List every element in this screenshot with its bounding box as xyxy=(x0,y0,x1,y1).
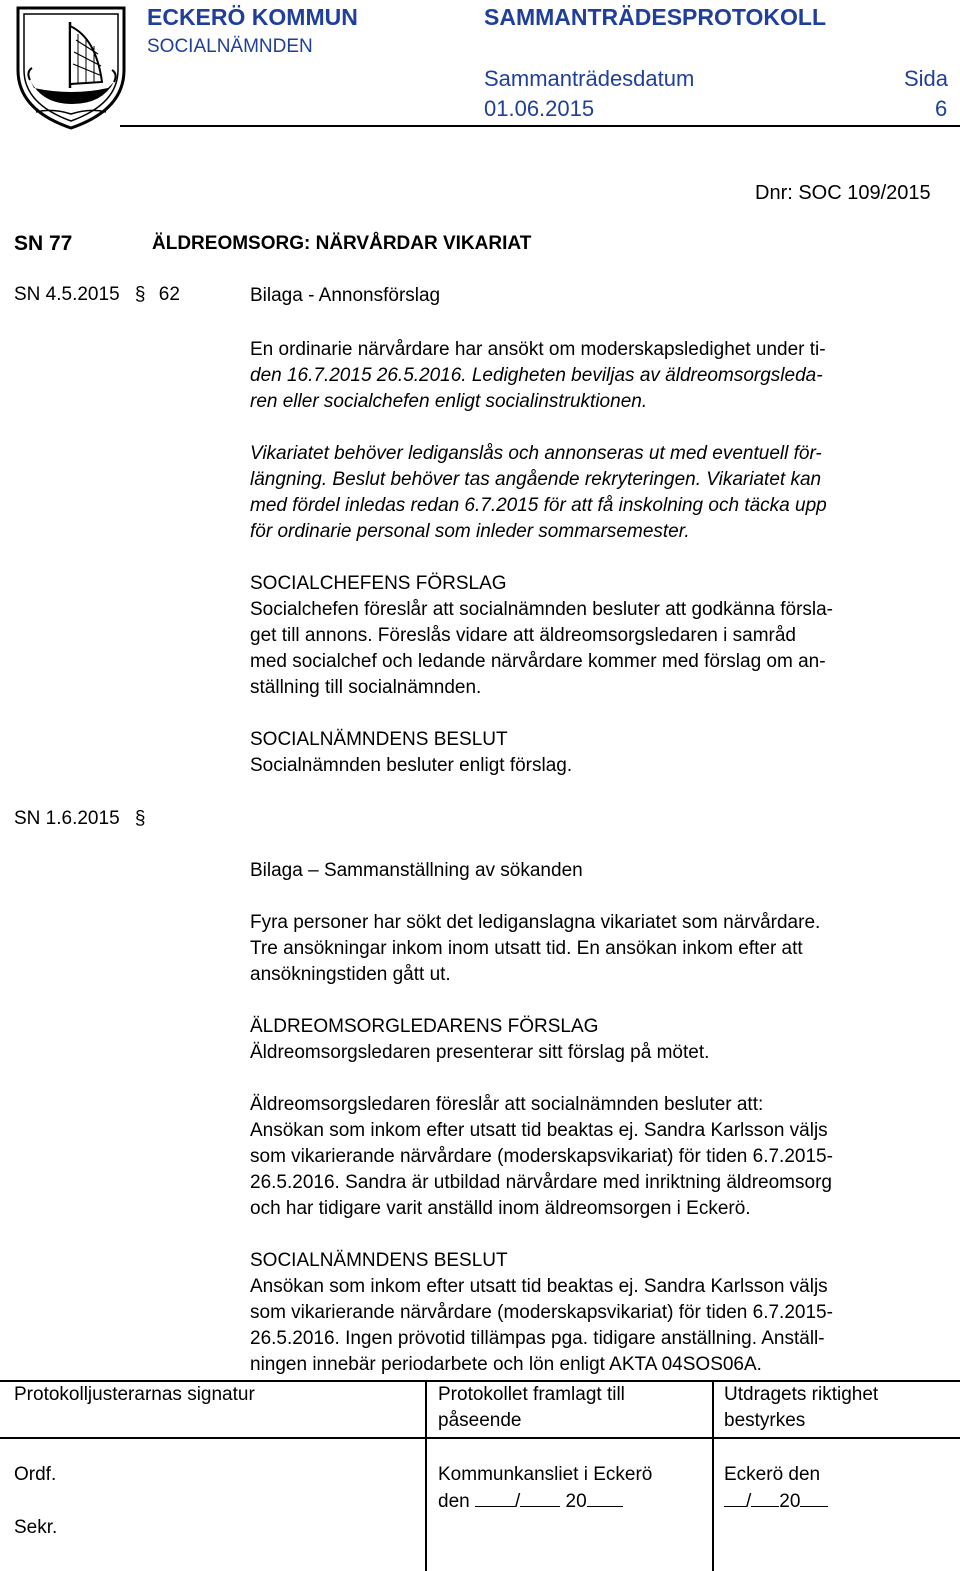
year-prefix: 20 xyxy=(779,1491,801,1512)
section-sign: § xyxy=(134,284,146,305)
elder-care-proposal-line: Äldreomsorgsledaren presenterar sitt förslag på mötet. xyxy=(250,1042,710,1063)
text-line: den 16.7.2015 26.5.2016. Ledigheten beviljas av äldreomsorgsleda- xyxy=(250,365,823,386)
previous-section-date: SN 4.5.2015 xyxy=(14,284,120,305)
footer-divider-left xyxy=(425,1380,427,1571)
year-prefix: 20 xyxy=(565,1491,587,1512)
municipal-crest xyxy=(12,4,130,132)
background-paragraph xyxy=(250,337,950,415)
social-chief-proposal-heading: SOCIALCHEFENS FÖRSLAG xyxy=(250,573,507,594)
text-line: Socialchefen föreslår att socialnämnden besluter att godkänna försla- xyxy=(250,599,834,620)
footer-mid-border xyxy=(0,1437,960,1439)
municipality-name: ECKERÖ KOMMUN xyxy=(147,4,358,30)
section-number-text: SN 77 xyxy=(14,232,73,255)
footer-divider-right xyxy=(712,1380,714,1571)
vacancy-paragraph xyxy=(250,441,950,545)
previous-section-ref xyxy=(14,284,180,306)
meeting-date-label: Sammanträdesdatum xyxy=(484,66,695,91)
text-line: ställning till socialnämnden. xyxy=(250,677,482,698)
text-line: längning. Beslut behöver tas angående rekryteringen. Vikariatet kan xyxy=(250,469,822,490)
certified-place-label: Eckerö den xyxy=(724,1464,821,1485)
text-line: get till annons. Föreslås vidare att äldreomsorgsledaren i samråd xyxy=(250,625,796,646)
viking-ship-crest-icon xyxy=(12,4,130,132)
attachment-ad-proposal: Bilaga - Annonsförslag xyxy=(250,285,441,306)
posted-column-title-1: Protokollet framlagt till xyxy=(438,1384,625,1405)
attachment-applicant-summary: Bilaga – Sammanställning av sökanden xyxy=(250,860,583,881)
text-line: 26.5.2016. Sandra är utbildad närvårdare med inriktning äldreomsorg xyxy=(250,1172,832,1193)
slash-separator: / xyxy=(746,1491,752,1512)
elder-care-proposal-detail xyxy=(250,1092,950,1222)
text-line: och har tidigare varit anställd inom äldreomsorgen i Eckerö. xyxy=(250,1198,751,1219)
text-line: Äldreomsorgsledaren föreslår att socialnämnden besluter att: xyxy=(250,1094,764,1115)
text-line: med socialchef och ledande närvårdare kommer med förslag om an- xyxy=(250,651,826,672)
blank-month[interactable] xyxy=(520,1488,560,1507)
certified-date-line xyxy=(724,1488,828,1515)
text-line: ren eller socialchefen enligt socialinstruktionen. xyxy=(250,391,648,412)
municipal-office-label: Kommunkansliet i Eckerö xyxy=(438,1464,653,1485)
final-decision-heading: SOCIALNÄMNDENS BESLUT xyxy=(250,1250,508,1271)
previous-section-number: 62 xyxy=(158,284,180,305)
text-line: som vikarierande närvårdare (moderskapsvikariat) för tiden 6.7.2015- xyxy=(250,1146,833,1167)
text-line: En ordinarie närvårdare har ansökt om moderskapsledighet under ti- xyxy=(250,339,826,360)
signature-column-title: Protokolljusterarnas signatur xyxy=(14,1384,255,1405)
final-decision xyxy=(250,1274,950,1378)
meeting-date-value: 01.06.2015 xyxy=(484,96,595,121)
blank-day[interactable] xyxy=(724,1488,746,1507)
elder-care-proposal-heading: ÄLDREOMSORGLEDARENS FÖRSLAG xyxy=(250,1016,599,1037)
committee-decision: Socialnämnden besluter enligt förslag. xyxy=(250,755,573,776)
header-divider xyxy=(120,125,960,127)
page-label: Sida xyxy=(904,66,949,91)
page-number: 6 xyxy=(935,96,948,121)
current-section-date: SN 1.6.2015 xyxy=(14,808,120,829)
text-line: Tre ansökningar inkom inom utsatt tid. En ansökan inkom efter att xyxy=(250,938,803,959)
section-title: ÄLDREOMSORG: NÄRVÅRDAR VIKARIAT xyxy=(152,233,532,254)
text-line: ningen innebär periodarbete och lön enligt AKTA 04SOS06A. xyxy=(250,1354,762,1375)
blank-year[interactable] xyxy=(800,1488,828,1507)
section-sign: § xyxy=(134,808,146,829)
posted-column-title-2: påseende xyxy=(438,1410,522,1431)
posted-date-line xyxy=(438,1488,623,1515)
blank-day[interactable] xyxy=(475,1488,515,1507)
blank-month[interactable] xyxy=(751,1488,779,1507)
social-chief-proposal xyxy=(250,597,950,701)
slash-separator: / xyxy=(514,1491,521,1512)
applicants-paragraph xyxy=(250,910,950,988)
certified-column-title-1: Utdragets riktighet xyxy=(724,1384,879,1405)
text-line: med fördel inledas redan 6.7.2015 för att få inskolning och täcka upp xyxy=(250,495,827,516)
dnr-number: Dnr: SOC 109/2015 xyxy=(755,182,931,204)
secretary-signature-label: Sekr. xyxy=(14,1517,58,1538)
text-line: för ordinarie personal som inleder sommarsemester. xyxy=(250,521,690,542)
text-line: Fyra personer har sökt det lediganslagna vikariatet som närvårdare. xyxy=(250,912,821,933)
den-label: den xyxy=(438,1491,470,1512)
text-line: 26.5.2016. Ingen prövotid tillämpas pga. tidigare anställning. Anställ- xyxy=(250,1328,825,1349)
committee-decision-heading: SOCIALNÄMNDENS BESLUT xyxy=(250,729,508,750)
text-line: Vikariatet behöver lediganslås och annonseras ut med eventuell för- xyxy=(250,443,822,464)
text-line: Ansökan som inkom efter utsatt tid beaktas ej. Sandra Karlsson väljs xyxy=(250,1276,828,1297)
committee-name: SOCIALNÄMNDEN xyxy=(147,36,313,57)
current-section-ref xyxy=(14,808,146,830)
text-line: som vikarierande närvårdare (moderskapsvikariat) för tiden 6.7.2015- xyxy=(250,1302,833,1323)
text-line: Ansökan som inkom efter utsatt tid beaktas ej. Sandra Karlsson väljs xyxy=(250,1120,828,1141)
blank-year[interactable] xyxy=(587,1488,623,1507)
section-number xyxy=(14,232,72,256)
protocol-title: SAMMANTRÄDESPROTOKOLL xyxy=(484,4,827,30)
chair-signature-label: Ordf. xyxy=(14,1464,57,1485)
text-line: ansökningstiden gått ut. xyxy=(250,964,451,985)
certified-column-title-2: bestyrkes xyxy=(724,1410,806,1431)
